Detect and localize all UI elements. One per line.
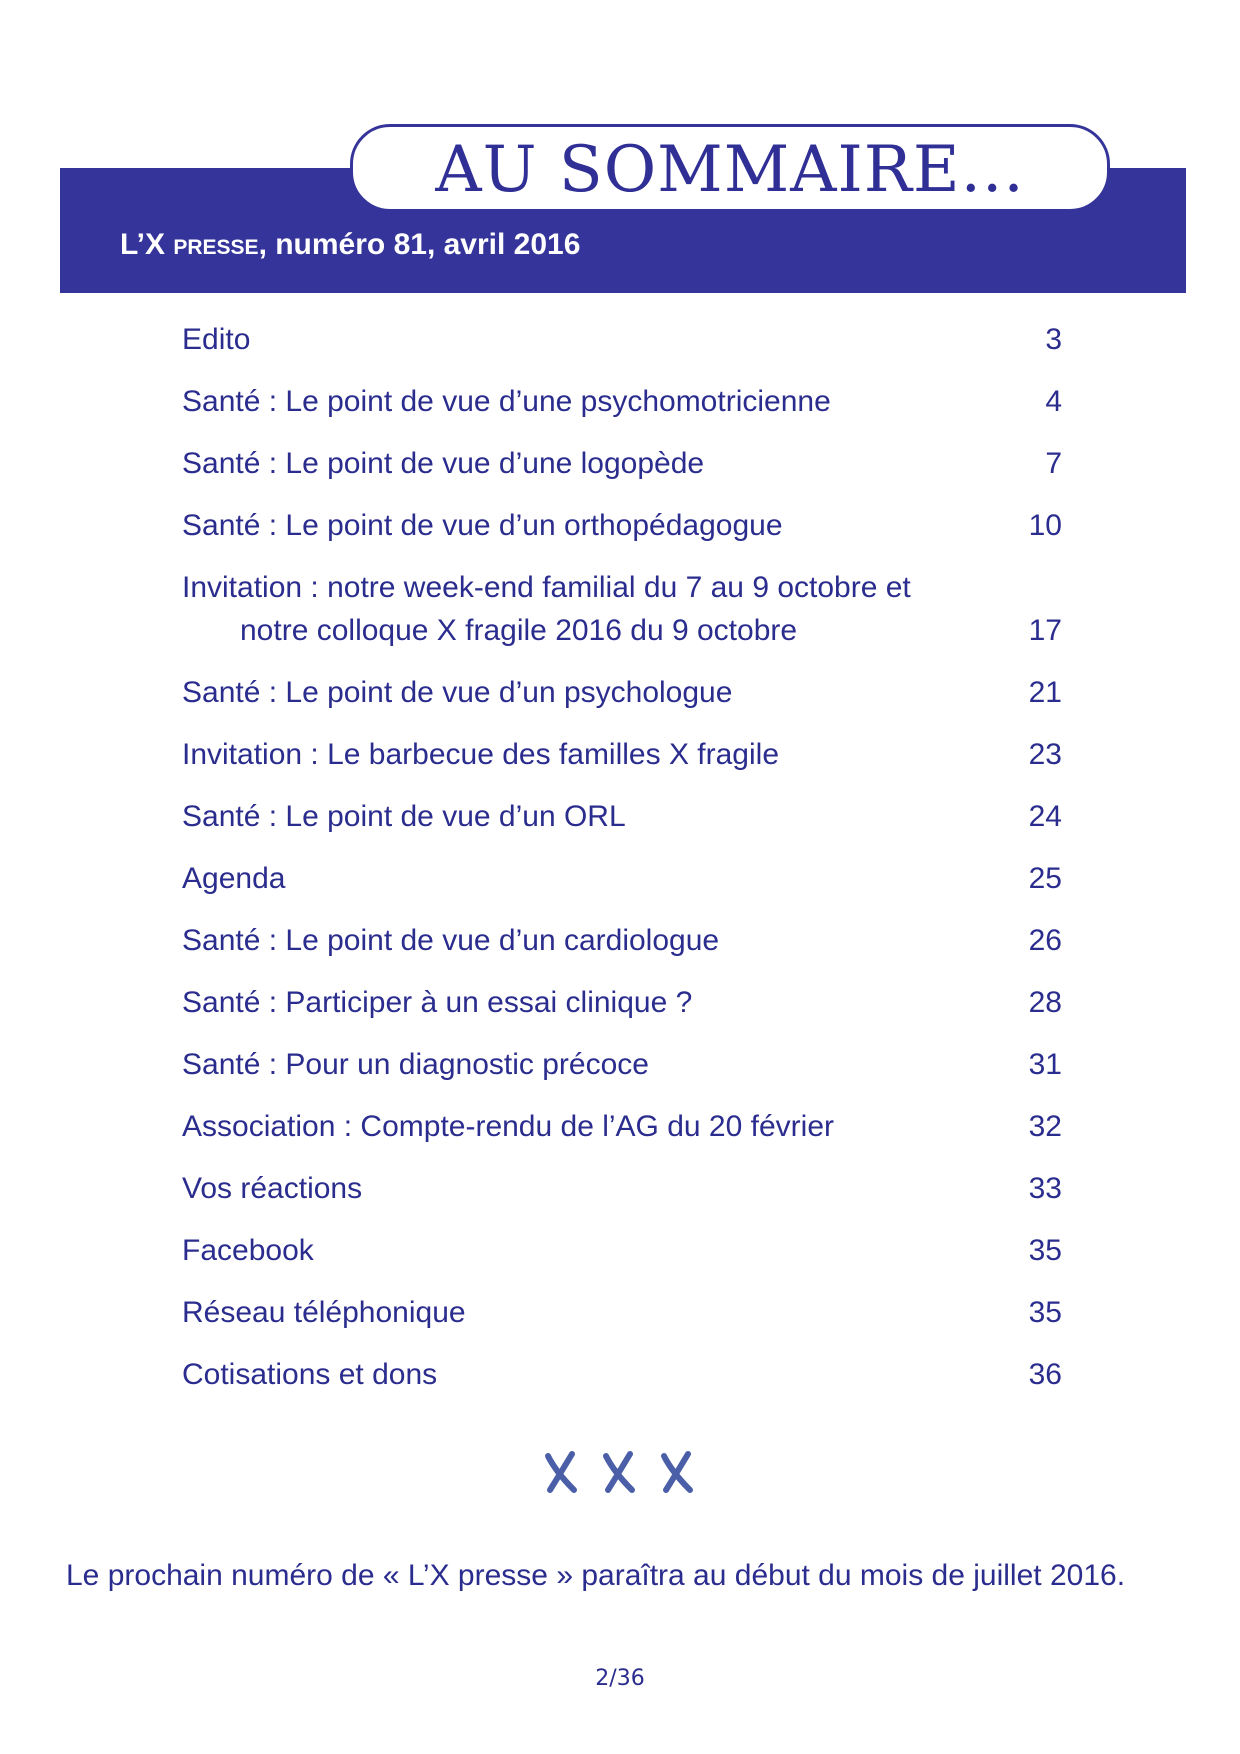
toc-item-title: Santé : Le point de vue d’un orthopédagogue <box>182 509 783 542</box>
toc-item-psychologue[interactable] <box>182 671 1062 714</box>
toc-item-cardiologue[interactable] <box>182 919 1062 962</box>
subtitle-suffix: , numéro 81, avril 2016 <box>258 228 581 261</box>
toc-item-edito[interactable] <box>182 318 1062 361</box>
toc-item-agenda[interactable] <box>182 857 1062 900</box>
x-mark-icon <box>606 1454 632 1490</box>
toc-item-title: Association : Compte-rendu de l’AG du 20 février <box>182 1110 834 1143</box>
toc-item-page: 25 <box>1028 862 1062 895</box>
toc-item-page: 23 <box>1028 738 1062 771</box>
toc-item-page: 31 <box>1028 1048 1062 1081</box>
page-number: 2/36 <box>595 1666 645 1691</box>
toc-item-page: 24 <box>1028 800 1062 833</box>
title-box <box>350 124 1110 212</box>
toc-item-page: 35 <box>1028 1234 1062 1267</box>
toc-item-reseau-telephonique[interactable] <box>182 1291 1062 1334</box>
issue-subtitle <box>120 228 580 262</box>
toc-item-title-line1: Invitation : notre week-end familial du 7 au 9 octobre et <box>182 571 911 604</box>
toc-item-page: 17 <box>1028 614 1062 647</box>
toc-item-title: Santé : Le point de vue d’un ORL <box>182 800 626 833</box>
toc-item-title: Edito <box>182 323 251 356</box>
subtitle-smallcaps: presse <box>173 228 259 261</box>
toc-item-title: Santé : Le point de vue d’une logopède <box>182 447 705 480</box>
toc-item-title: Santé : Le point de vue d’un psychologue <box>182 676 733 709</box>
next-issue-note: Le prochain numéro de « L’X presse » paraîtra au début du mois de juillet 2016. <box>66 1559 1126 1592</box>
toc-item-compte-rendu-ag[interactable] <box>182 1105 1062 1148</box>
x-mark-icon <box>548 1454 574 1490</box>
toc-item-page: 33 <box>1028 1172 1062 1205</box>
toc-item-page: 36 <box>1028 1358 1062 1391</box>
toc-item-title: Réseau téléphonique <box>182 1296 466 1329</box>
toc-item-page: 21 <box>1028 676 1062 709</box>
toc-item-page: 35 <box>1028 1296 1062 1329</box>
toc-item-title: Santé : Pour un diagnostic précoce <box>182 1048 649 1081</box>
toc-item-title: Santé : Le point de vue d’une psychomotricienne <box>182 385 831 418</box>
toc-item-page: 32 <box>1028 1110 1062 1143</box>
toc-item-essai-clinique[interactable] <box>182 981 1062 1024</box>
toc-item-invitation-barbecue[interactable] <box>182 733 1062 776</box>
toc-item-diagnostic-precoce[interactable] <box>182 1043 1062 1086</box>
toc-item-invitation-weekend[interactable] <box>182 566 1062 652</box>
x-mark-icon <box>664 1454 690 1490</box>
toc-item-vos-reactions[interactable] <box>182 1167 1062 1210</box>
toc-item-page: 3 <box>1045 323 1062 356</box>
toc-item-title: Invitation : Le barbecue des familles X fragile <box>182 738 779 771</box>
toc-item-page: 7 <box>1045 447 1062 480</box>
page-title: AU SOMMAIRE... <box>435 133 1025 207</box>
subtitle-prefix: L’X <box>120 228 174 261</box>
toc-item-facebook[interactable] <box>182 1229 1062 1272</box>
toc-item-logopede[interactable] <box>182 442 1062 485</box>
toc-item-title: Vos réactions <box>182 1172 363 1205</box>
table-of-contents <box>182 318 1062 1415</box>
toc-item-title: Cotisations et dons <box>182 1358 438 1391</box>
toc-item-title: Agenda <box>182 862 286 895</box>
toc-item-title: Santé : Le point de vue d’un cardiologue <box>182 924 720 957</box>
toc-item-orthopedagogue[interactable] <box>182 504 1062 547</box>
toc-item-page: 10 <box>1028 509 1062 542</box>
toc-item-title <box>182 566 911 652</box>
toc-item-title: Santé : Participer à un essai clinique ? <box>182 986 693 1019</box>
x-marks-separator-icon <box>540 1448 700 1498</box>
toc-item-title-line2: notre colloque X fragile 2016 du 9 octobre <box>240 614 798 647</box>
toc-item-page: 28 <box>1028 986 1062 1019</box>
toc-item-page: 4 <box>1045 385 1062 418</box>
toc-item-title: Facebook <box>182 1234 314 1267</box>
toc-item-orl[interactable] <box>182 795 1062 838</box>
toc-item-page: 26 <box>1028 924 1062 957</box>
toc-item-cotisations-dons[interactable] <box>182 1353 1062 1396</box>
toc-item-psychomotricienne[interactable] <box>182 380 1062 423</box>
